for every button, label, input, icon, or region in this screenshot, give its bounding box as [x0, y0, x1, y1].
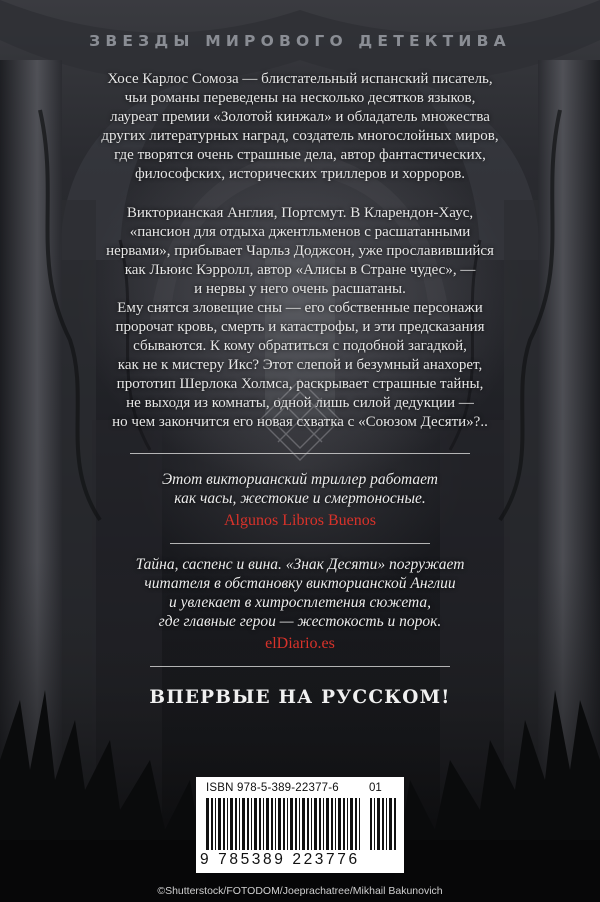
- review-line: и увлекает в хитросплетения сюжета,: [168, 594, 432, 611]
- synopsis-line: сбываются. К кому обратиться с подобной загадкой,: [133, 338, 467, 354]
- synopsis-line: Ему снятся зловещие сны — его собственные персонажи: [117, 300, 483, 316]
- synopsis-line: нервами», прибывает Чарльз Доджсон, уже прославившийся: [106, 243, 494, 259]
- review-line: как часы, жестокие и смертоносные.: [174, 490, 426, 507]
- review-quote-first: [40, 470, 560, 508]
- synopsis-line: как не к мистеру Икс? Этот слепой и безумный анахорет,: [117, 357, 483, 373]
- synopsis-first: [40, 204, 560, 299]
- author-bio-line: других литературных наград, создатель многослойных миров,: [101, 128, 499, 144]
- author-bio-line: Хосе Карлос Сомоза — блистательный испанский писатель,: [107, 71, 493, 87]
- review-source-first: Algunos Libros Buenos: [224, 512, 376, 529]
- review-source-second: elDiario.es: [265, 635, 335, 652]
- review-line: Этот викторианский триллер работает: [161, 471, 439, 488]
- synopsis-line: прототип Шерлока Холмса, раскрывает страшные тайны,: [116, 376, 484, 392]
- russian-first-edition-tagline: ВПЕРВЫЕ НА РУССКОМ!: [149, 687, 451, 708]
- synopsis-line: пророчат кровь, смерть и катастрофы, и эти предсказания: [115, 319, 485, 335]
- synopsis-line: Викторианская Англия, Портсмут. В Кларендон-Хаус,: [126, 205, 474, 221]
- synopsis-line: «пансион для отдыха джентльменов с расшатанными: [129, 224, 471, 240]
- synopsis-second: [40, 299, 560, 432]
- review-line: читателя в обстановку викторианской Англии: [144, 575, 456, 592]
- ean-digits: 9 785389 223776: [200, 851, 360, 868]
- divider: [130, 453, 470, 454]
- synopsis-line: но чем закончится его новая схватка с «Союзом Десяти»?..: [112, 414, 488, 430]
- barcode-addon-bars-icon: [368, 798, 398, 850]
- synopsis-line: как Льюис Кэрролл, автор «Алисы в Стране чудес», —: [124, 262, 476, 278]
- synopsis-line: не выходя из комнаты, одной лишь силой дедукции —: [126, 395, 474, 411]
- author-bio-line: лауреат премии «Золотой кинжал» и обладатель множества: [110, 109, 490, 125]
- isbn-label: ISBN 978-5-389-22377-6: [206, 782, 339, 794]
- divider: [150, 666, 450, 667]
- author-bio: [40, 70, 560, 184]
- review-line: Тайна, саспенс и вина. «Знак Десяти» погружает: [135, 556, 465, 573]
- synopsis-line: и нервы у него очень расшатаны.: [194, 281, 406, 297]
- isbn-barcode: [196, 777, 404, 873]
- photo-credits: ©Shutterstock/FOTODOM/Joeprachatree/Mikhail Bakunovich: [157, 885, 443, 897]
- review-line: где главные герои — жестокость и порок.: [158, 613, 442, 630]
- author-bio-line: чьи романы переведены на несколько десятков языков,: [124, 90, 476, 106]
- isbn-addon-label: 01: [369, 782, 382, 794]
- barcode-bars-icon: [204, 798, 364, 850]
- author-bio-line: философских, исторических триллеров и хорроров.: [134, 166, 466, 182]
- divider: [170, 543, 430, 544]
- review-quote-second: [40, 555, 560, 631]
- author-bio-line: где творятся очень страшные дела, автор фантастических,: [114, 147, 486, 163]
- series-title: ЗВЕЗДЫ МИРОВОГО ДЕТЕКТИВА: [89, 32, 511, 50]
